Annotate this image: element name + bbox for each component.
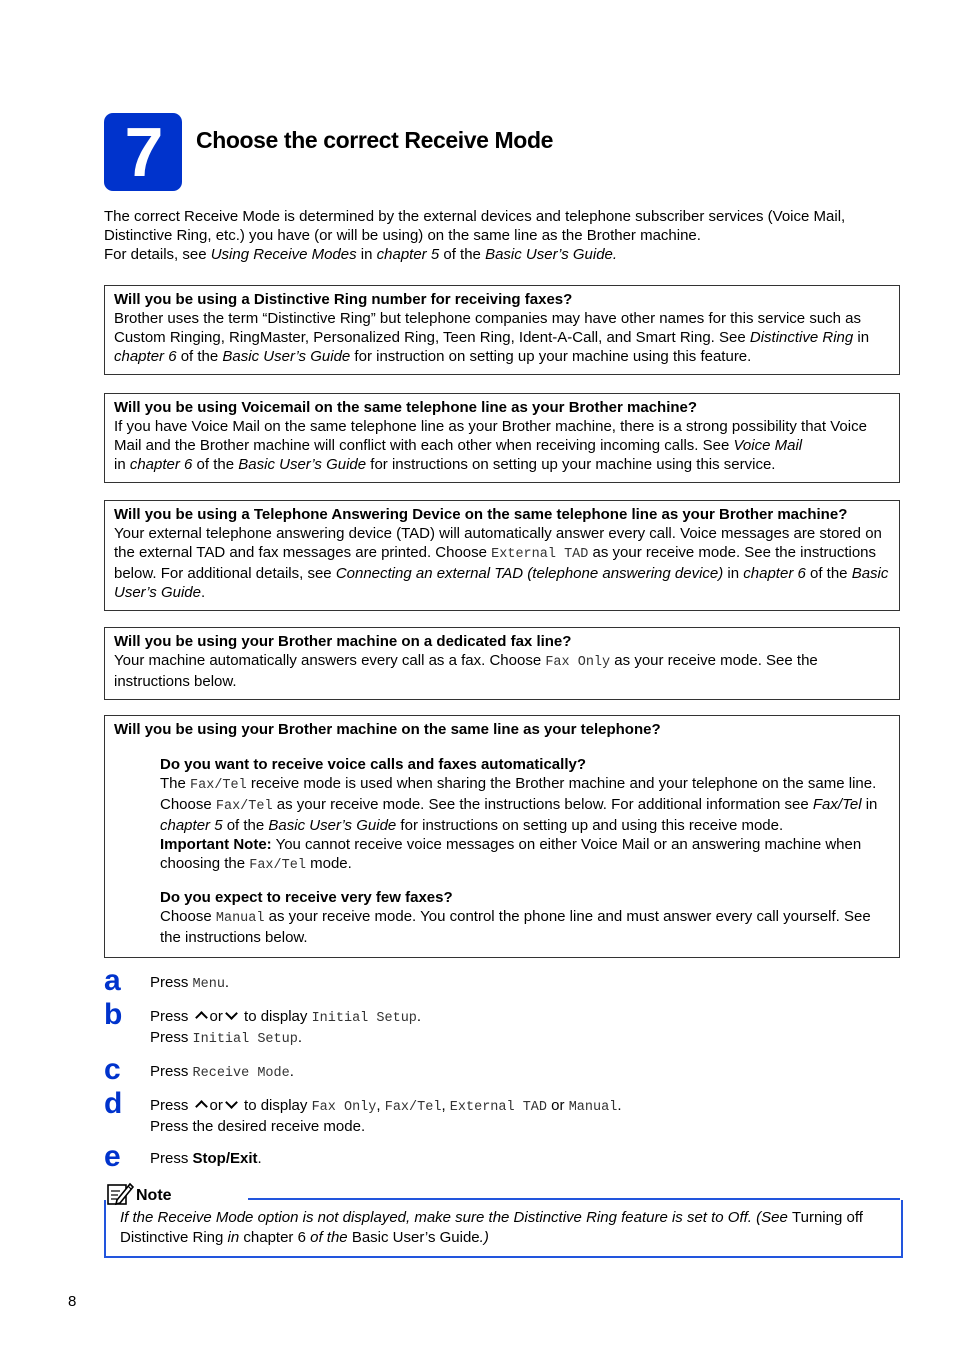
mode-name: External TAD	[491, 547, 589, 562]
step-letter: d	[104, 1087, 123, 1120]
mode-name: Fax Only	[311, 1100, 377, 1115]
box-question: Will you be using a Distinctive Ring number for receiving faxes?	[114, 291, 573, 308]
text: of the	[222, 817, 269, 834]
menu-item: Receive Mode	[192, 1066, 290, 1081]
chapter-ref: chapter 6	[129, 456, 193, 473]
guide-ref: Basic User’s Guide	[222, 348, 351, 365]
text: Press the desired receive mode.	[150, 1118, 366, 1135]
note-text: If the Receive Mode option is not displayed, make sure the Distinctive Ring feature is set to Off. (See	[120, 1209, 792, 1226]
text: of the	[439, 246, 486, 263]
important-note-label: Important Note:	[160, 836, 272, 853]
mode-name: Fax/Tel	[190, 778, 247, 793]
text: as your receive mode. See the instructions below.	[114, 652, 818, 690]
mode-name: Fax/Tel	[249, 858, 306, 873]
page-title: Choose the correct Receive Mode	[196, 127, 553, 153]
text: as your receive mode. See the instructions below. For additional information see	[272, 796, 813, 813]
voicemail-box	[104, 393, 900, 483]
box-question: Will you be using your Brother machine on the same line as your telephone?	[114, 721, 661, 738]
text: Your external telephone answering device (TAD) will automatically answer every call. Voice messages are stored on the external TAD and fax messages are printed. Choose	[114, 525, 882, 561]
section-ref: Distinctive Ring	[749, 329, 854, 346]
text: ,	[376, 1097, 385, 1114]
text: for instructions on setting up your machine using this service.	[366, 456, 776, 473]
text: ,	[441, 1097, 450, 1114]
guide-ref: Basic User’s Guide	[268, 817, 397, 834]
menu-item: Initial Setup	[311, 1011, 417, 1026]
text: .	[200, 584, 206, 601]
text: or	[209, 1097, 223, 1114]
section-ref: Using Receive Modes	[210, 246, 357, 263]
stop-exit-key: Stop/Exit	[192, 1150, 258, 1167]
text: mode.	[305, 855, 352, 872]
note-ref: chapter 6	[243, 1229, 306, 1246]
text: .	[617, 1097, 622, 1114]
guide-ref: Basic User’s Guide	[114, 565, 889, 601]
menu-item: Initial Setup	[192, 1032, 298, 1047]
text: Your machine automatically answers every call as a fax. Choose	[114, 652, 546, 669]
text: Press	[150, 1063, 193, 1080]
text: in	[114, 456, 130, 473]
up-arrow-icon	[195, 1011, 208, 1024]
mode-name: Fax/Tel	[384, 1100, 442, 1115]
text: of the	[805, 565, 852, 582]
text: or	[209, 1008, 223, 1025]
text: in	[861, 796, 878, 813]
intro-paragraph	[104, 207, 904, 264]
step-b	[104, 998, 904, 1049]
steps-list	[104, 964, 904, 1173]
text: in	[723, 565, 744, 582]
sub-question: Do you expect to receive very few faxes?	[160, 889, 453, 906]
text: Press	[150, 974, 193, 991]
box-body	[114, 309, 889, 366]
down-arrow-icon	[225, 1096, 238, 1109]
note-ref: Turning off Distinctive Ring	[120, 1209, 863, 1246]
text: The	[160, 775, 191, 792]
text: .	[416, 1008, 422, 1025]
text: to display	[239, 1097, 312, 1114]
chapter-ref: chapter 6	[743, 565, 806, 582]
step-e	[104, 1140, 904, 1173]
text: to display	[239, 1008, 312, 1025]
step-letter: e	[104, 1140, 121, 1173]
guide-ref: Basic User’s Guide	[238, 456, 367, 473]
step-c	[104, 1053, 904, 1086]
step-number-badge: 7	[104, 113, 182, 191]
box-question: Will you be using your Brother machine on a dedicated fax line?	[114, 633, 572, 650]
box-body	[114, 524, 889, 602]
section-ref: Voice Mail	[733, 437, 803, 454]
guide-ref: Basic User’s Guide.	[485, 246, 618, 263]
dedicated-fax-box	[104, 627, 900, 700]
text: .	[224, 974, 230, 991]
text: or	[547, 1097, 569, 1114]
text: in	[853, 329, 870, 346]
section-ref: Fax/Tel	[812, 796, 862, 813]
text: Press	[150, 1029, 193, 1046]
mode-name: Fax Only	[545, 655, 611, 670]
text: Brother uses the term “Distinctive Ring” but telephone companies may have other names for this service such as Custom Ringing, RingMaster, Personalized Ring, Teen Ring, Ident-A-Call, and Smart Ring. See	[114, 310, 862, 346]
mode-name: Fax/Tel	[215, 799, 273, 814]
note-text: in	[223, 1229, 244, 1246]
box-question: Will you be using a Telephone Answering Device on the same telephone line as your Brother machine?	[114, 506, 848, 523]
box-body	[114, 417, 889, 474]
intro-details	[104, 245, 904, 264]
text: Press	[150, 1008, 193, 1025]
box-body	[114, 651, 889, 691]
chapter-ref: chapter 6	[114, 348, 177, 365]
box-question: Will you be using Voicemail on the same telephone line as your Brother machine?	[114, 399, 698, 416]
note-text: .)	[479, 1229, 489, 1246]
note-label: Note	[136, 1187, 172, 1204]
step-letter: c	[104, 1053, 121, 1086]
step-d	[104, 1087, 904, 1136]
chapter-ref: chapter 5	[160, 817, 223, 834]
sub-question: Do you want to receive voice calls and faxes automatically?	[160, 756, 586, 773]
step-letter: a	[104, 964, 121, 997]
text: Choose	[160, 908, 216, 925]
distinctive-ring-box	[104, 285, 900, 375]
intro-text: The correct Receive Mode is determined by the external devices and telephone subscriber services (Voice Mail, Distinctive Ring, etc.) you have (or will be using) on the same line as the Brother machine.	[104, 208, 846, 244]
mode-name: External TAD	[449, 1100, 548, 1115]
text: You cannot receive voice messages on either Voice Mail or an answering machine when choosing the	[160, 836, 862, 872]
text: of the	[176, 348, 223, 365]
menu-key: Menu	[192, 977, 225, 992]
sub-body	[160, 907, 889, 947]
text: .	[297, 1029, 303, 1046]
step-letter: b	[104, 998, 123, 1031]
step-a	[104, 964, 904, 997]
note-text: of the	[305, 1229, 352, 1246]
text: as your receive mode. See the instructions below. For additional details, see	[114, 544, 877, 582]
down-arrow-icon	[225, 1007, 238, 1020]
up-arrow-icon	[195, 1100, 208, 1113]
chapter-ref: chapter 5	[376, 246, 440, 263]
mode-name: Manual	[215, 911, 265, 926]
text: For details, see	[104, 246, 211, 263]
text: Press	[150, 1150, 193, 1167]
text: for instruction on setting up your machine using this feature.	[350, 348, 752, 365]
note-ref: Basic User’s Guide	[351, 1229, 480, 1246]
section-ref: Connecting an external TAD (telephone answering device)	[335, 565, 724, 582]
text: for instructions on setting up and using this receive mode.	[396, 817, 784, 834]
text: as your receive mode. You control the phone line and must answer every call yourself. See the instructions below.	[160, 908, 871, 946]
text: .	[289, 1063, 294, 1080]
text: of the	[192, 456, 239, 473]
text: .	[257, 1150, 262, 1167]
tad-box	[104, 500, 900, 611]
text: in	[356, 246, 377, 263]
shared-line-box	[104, 715, 900, 958]
sub-section-auto	[114, 755, 889, 947]
page-number: 8	[68, 1293, 77, 1310]
text: Press	[150, 1097, 193, 1114]
text: receive mode is used when sharing the Brother machine and your telephone on the same line. Choose	[160, 775, 877, 813]
note-box	[104, 1200, 903, 1258]
text: If you have Voice Mail on the same telephone line as your Brother machine, there is a strong possibility that Voice Mail and the Brother machine will conflict with each other when receiving incoming calls. See	[114, 418, 867, 454]
mode-name: Manual	[568, 1100, 618, 1115]
sub-body	[160, 774, 889, 875]
